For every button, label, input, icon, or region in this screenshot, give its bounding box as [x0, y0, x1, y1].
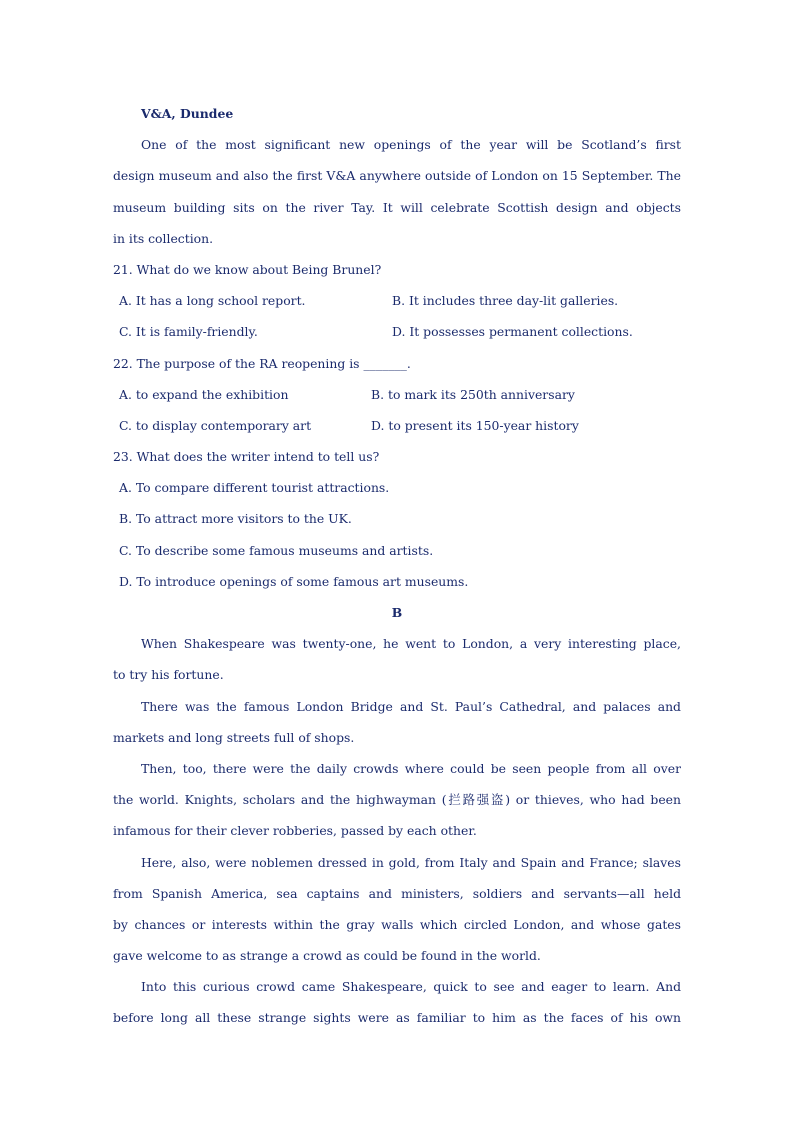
question-stem: 21. What do we know about Being Brunel?: [113, 261, 382, 277]
option-d: D. To introduce openings of some famous art museums.: [119, 573, 469, 589]
paragraph-line: to try his fortune.: [113, 667, 224, 683]
paragraph-line: in its collection.: [113, 230, 214, 246]
option-row: [113, 285, 681, 316]
paragraph-line: Into this curious crowd came Shakespeare, quick to see and eager to learn. And: [141, 979, 681, 995]
option-a: A. to expand the exhibition: [119, 386, 289, 402]
option-row: [113, 379, 681, 410]
option-a: A. It has a long school report.: [119, 293, 306, 309]
paragraph-line: from Spanish America, sea captains and ministers, soldiers and servants—all held: [113, 885, 681, 901]
option-row: [113, 410, 681, 441]
paragraph-line: by chances or interests within the gray walls which circled London, and whose gates: [113, 916, 681, 932]
option-a: A. To compare different tourist attractions.: [119, 480, 390, 496]
paragraph-line: When Shakespeare was twenty-one, he went to London, a very interesting place,: [141, 636, 681, 652]
paragraph-line: infamous for their clever robberies, passed by each other.: [113, 823, 477, 839]
document-page: [113, 98, 681, 1034]
option-b: B. To attract more visitors to the UK.: [119, 511, 352, 527]
paragraph-line: design museum and also the first V&A anywhere outside of London on 15 September. The: [113, 168, 681, 184]
paragraph-line: gave welcome to as strange a crowd as could be found in the world.: [113, 948, 541, 964]
option-d: D. to present its 150-year history: [371, 417, 579, 433]
paragraph-line: before long all these strange sights were as familiar to him as the faces of his own: [113, 1010, 681, 1026]
paragraph-line: the world. Knights, scholars and the highwayman (拦路强盗) or thieves, who had been: [113, 792, 681, 808]
paragraph-line: Here, also, were noblemen dressed in gold, from Italy and Spain and France; slaves: [141, 854, 681, 870]
option-b: B. It includes three day-lit galleries.: [392, 293, 619, 309]
section-heading: V&A, Dundee: [141, 106, 234, 121]
paragraph-line: museum building sits on the river Tay. It will celebrate Scottish design and objects: [113, 199, 681, 215]
option-c: C. to display contemporary art: [119, 417, 312, 433]
paragraph-line: There was the famous London Bridge and St. Paul’s Cathedral, and palaces and: [141, 698, 681, 714]
paragraph-line: One of the most significant new openings of the year will be Scotland’s first: [141, 137, 681, 153]
option-c: C. To describe some famous museums and artists.: [119, 542, 434, 558]
option-d: D. It possesses permanent collections.: [392, 324, 633, 340]
option-b: B. to mark its 250th anniversary: [371, 386, 575, 402]
option-row: [113, 316, 681, 347]
paragraph-line: markets and long streets full of shops.: [113, 729, 355, 745]
paragraph-line: Then, too, there were the daily crowds where could be seen people from all over: [141, 760, 681, 776]
option-c: C. It is family-friendly.: [119, 324, 258, 340]
section-title: B: [391, 605, 403, 620]
question-stem: 23. What does the writer intend to tell us?: [113, 449, 380, 465]
question-stem: 22. The purpose of the RA reopening is _______.: [113, 355, 411, 371]
